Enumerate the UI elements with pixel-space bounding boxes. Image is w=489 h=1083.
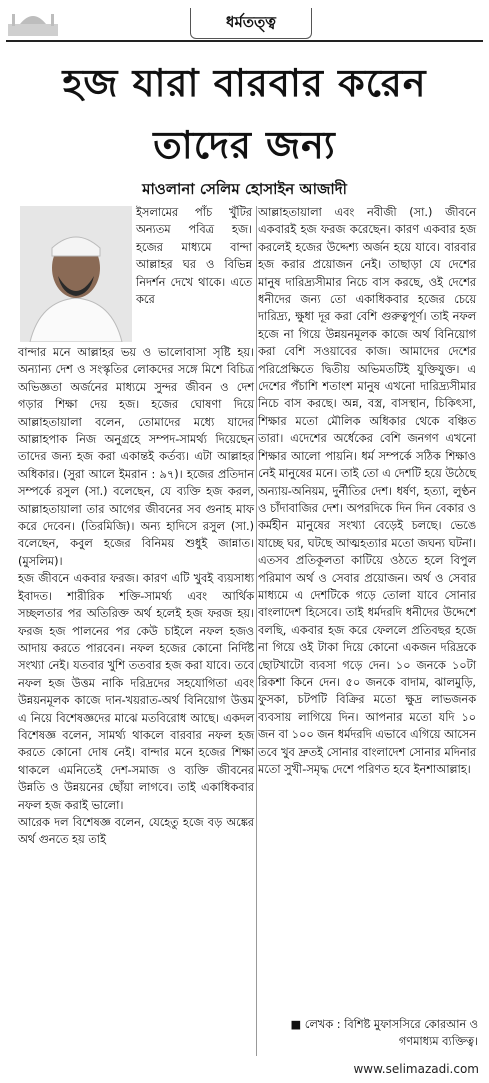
headline-line-2: তাদের জন্য: [153, 123, 336, 167]
article-paragraph: হজ জীবনে একবার ফরজ। কারণ এটি খুবই ব্যয়সাধ্য ইবাদত। শারীরিক শক্তি-সামর্থ্য এবং আর্থিক সচ্ছলতার পর অতিরিক্ত অর্থ হলেই হজ ফরজ হয়। ফরজ হজ পালনের পর কেউ চাইলে নফল হজও আদায় করতে পারবেন। নফল হজের কোনো নির্দিষ্ট সংখ্যা নেই। যতবার খুশি ততবার হজ করা যাবে। তবে নফল হজ উত্তম নাকি দরিদ্রদের সহযোগিতা এবং উন্নয়নমূলক কাজে দান-খয়রাত-অর্থ বিনিয়োগ উত্তম এ নিয়ে বিশেষজ্ঞদের মাঝে মতবিরোধ আছে। একদল বিশেষজ্ঞ বলেন, সামর্থ্য থাকলে বারবার নফল হজ করতে কোনো দোষ নেই। বান্দার মনে হজের শিক্ষা থাকলে এমনিতেই দেশ-সমাজ ও ব্যক্তি জীবনের উন্নতি ও উন্নয়নের ছোঁয়া লাগবে। তাই একাধিকবার নফল হজ করাই ভালো।: [18, 572, 254, 812]
article-paragraph: ইসলামের পাঁচ খুঁটির অন্যতম পবিত্র হজ। হজের মাধ্যমে বান্দা আল্লাহর ঘর ও বিভিন্ন নিদর্শন দেখে থাকে। এতে করে: [136, 206, 252, 307]
author-note: ■ লেখক : বিশিষ্ট মুফাসসিরে কোরআন ও গণমাধ্যম ব্যক্তিত্ব।: [290, 1018, 478, 1049]
author-byline: মাওলানা সেলিম হোসাইন আজাদী: [142, 180, 347, 198]
header-rule: [6, 40, 483, 42]
mosque-logo-icon: [6, 6, 60, 38]
article-paragraph: আল্লাহতায়ালা এবং নবীজী (সা.) জীবনে একবারই হজ ফরজ করেছেন। কারণ একবার হজ করলেই হজের উদ্দেশ্য অর্জন হয়ে যাবে। বারবার হজ করার প্রয়োজন নেই। তাছাড়া যে দেশের মানুষ দারিদ্র্যসীমার নিচে বাস করছে, ওই দেশের ধনীদের জন্য তো একাধিকবার হজের চেয়ে দারিদ্র্য, ক্ষুধা দূর করা বেশি গুরুত্বপূর্ণ। তাই নফল হজে না গিয়ে উন্নয়নমূলক কাজে অর্থ বিনিয়োগ করা বেশি সওয়াবের কাজ। আমাদের দেশের পরিপ্রেক্ষিতে দ্বিতীয় অভিমতটিই যুক্তিযুক্ত। এ দেশের পঁচাশি শতাংশ মানুষ এখনো দারিদ্র্যসীমার নিচে বাস করছে। অন্ন, বস্ত্র, বাসস্থান, চিকিৎসা, শিক্ষার মতো মৌলিক অধিকার থেকে বঞ্চিত তারা। এদেশের অর্ধেকের বেশি জনগণ এখনো শিক্ষার আলো পায়নি। ধর্ম সম্পর্কে সঠিক শিক্ষাও নেই মানুষের মনে। তাই তো এ দেশটি হয়ে উঠেছে অন্যায়-অনিয়ম, দুর্নীতির দেশ। ধর্ষণ, হত্যা, লুণ্ঠন ও চাঁদাবাজির দেশ। অপরদিকে দিন দিন বেকার ও কর্মহীন মানুষের সংখ্যা বেড়েই চলছে। ভেঙে যাচ্ছে ঘর, ঘটছে আত্মহত্যার মতো জঘন্য ঘটনা। এতসব প্রতিকূলতা কাটিয়ে ওঠতে হলে বিপুল পরিমাণ অর্থ ও সেবার প্রয়োজন। অর্থ ও সেবার মাধ্যমে এ দেশটিকে গড়ে তোলা যাবে সোনার বাংলাদেশ হিসেবে। তাই ধর্মদরদি ধনীদের উদ্দেশে বলছি, একবার হজ করে ফেললে প্রতিবছর হজে না গিয়ে ওই টাকা দিয়ে কোনো একজন দরিদ্রকে ছোটখাটো ব্যবসা গড়ে দেন। ১০ জনকে ১০টা রিকশা কিনে দেন। ৫০ জনকে বাদাম, ঝালমুড়ি, ফুসকা, চটপটি বিক্রির মতো ক্ষুদ্র লাভজনক ব্যবসায় লাগিয়ে দিন। আপনার মতো যদি ১০ জন বা ১০০ জন ধর্মদরদি এভাবে এগিয়ে আসেন তবে খুব দ্রুতই সোনার বাংলাদেশ সোনার মদিনার মতো সুখী-সমৃদ্ধ দেশে পরিণত হবে ইনশাআল্লাহ।: [258, 206, 476, 776]
website-link[interactable]: www.selimazadi.com: [353, 1062, 479, 1076]
article-column-left-top: [136, 204, 252, 308]
article-column-left: [18, 344, 254, 849]
headline-line-1: হজ যারা বারবার করেন: [62, 61, 427, 105]
article-column-right: [258, 204, 476, 778]
author-portrait-icon: [20, 206, 132, 342]
author-photo: [20, 206, 132, 342]
article-paragraph: বান্দার মনে আল্লাহর ভয় ও ভালোবাসা সৃষ্টি হয়। অন্যান্য দেশ ও সংস্কৃতির লোকদের সঙ্গে মিশে বিচিত্র অভিজ্ঞতা অর্জনের মাধ্যমে সুন্দর জীবন ও দেশ গড়ার শিক্ষা দেয় হজ। হজের ঘোষণা দিয়ে আল্লাহতায়ালা বলেন, তোমাদের মধ্যে যাদের আল্লাহপাক নিজ অনুগ্রহে সম্পদ-সামর্থ্য দিয়েছেন তাদের জন্য হজ করা একান্তই কর্তব্য। এটা আল্লাহর অধিকার। (সুরা আলে ইমরান : ৯৭)। হজের প্রতিদান সম্পর্কে রসুল (সা.) বলেছেন, যে ব্যক্তি হজ করল, আল্লাহতায়ালা তার আগের জীবনের সব গুনাহ মাফ করে দেবেন। (তিরমিজি)। অন্য হাদিসে রসুল (সা.) বলেছেন, কবুল হজের বিনিময় শুধুই জান্নাত। (মুসলিম)।: [18, 346, 254, 568]
section-label: ধর্মতত্ত্ব: [190, 8, 312, 39]
article-paragraph: আরেক দল বিশেষজ্ঞ বলেন, যেহেতু হজে বড় অঙ্কের অর্থ গুনতে হয় তাই: [18, 815, 254, 847]
page-header: [0, 0, 489, 42]
column-divider: [256, 206, 257, 1056]
